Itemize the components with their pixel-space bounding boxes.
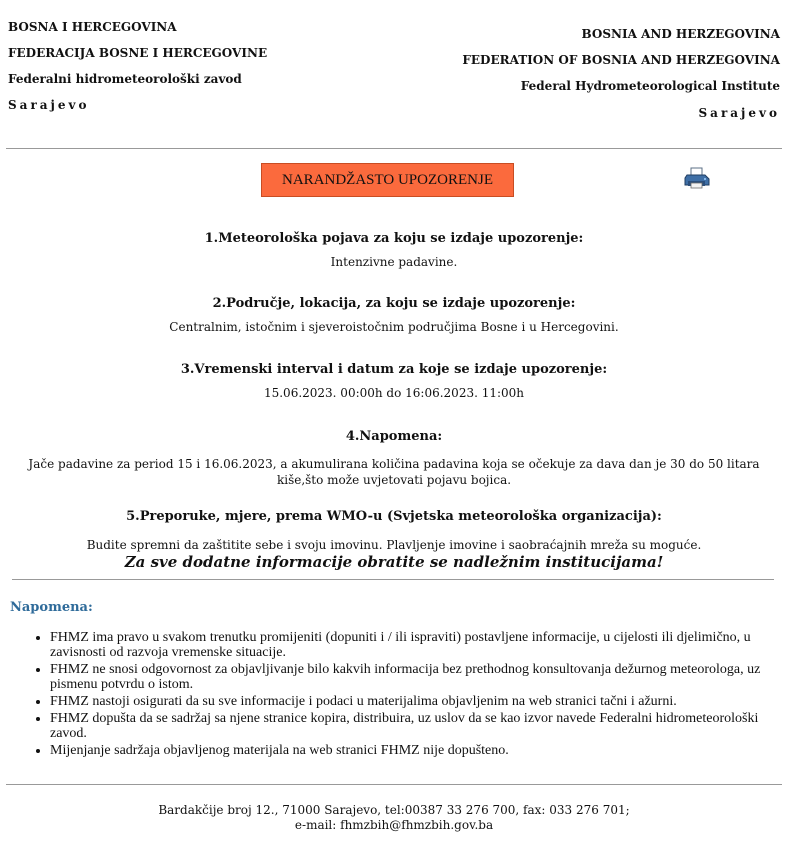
notes-item: • FHMZ nastoji osigurati da su sve informacije i podaci u materijalima objavljenim na web stranici tačni i ažurni. bbox=[50, 694, 788, 709]
section-4-title: 4.Napomena: bbox=[345, 429, 443, 444]
section-2-text: Centralnim, istočnim i sjeveroistočnim područjima Bosne i u Hercegovini. bbox=[169, 320, 619, 334]
content-divider bbox=[12, 579, 774, 580]
header-left-city: Sarajevo bbox=[8, 98, 90, 112]
section-3-text: 15.06.2023. 00:00h do 16:06.2023. 11:00h bbox=[263, 386, 525, 400]
section-2-title: 2.Područje, lokacija, za koju se izdaje upozorenje: bbox=[212, 296, 576, 311]
printer-icon[interactable] bbox=[684, 167, 710, 189]
footer-address: Bardakčije broj 12., 71000 Sarajevo, tel:00387 33 276 700, fax: 033 276 701; bbox=[158, 803, 630, 817]
header-divider bbox=[6, 148, 782, 149]
contact-institutions-note: Za sve dodatne informacije obratite se nadležnim institucijama! bbox=[124, 553, 664, 571]
section-5-text: Budite spremni da zaštitite sebe i svoju imovinu. Plavljenje imovine i saobraćajnih mreža su moguće. bbox=[86, 538, 702, 552]
warning-level-badge: NARANDŽASTO UPOZORENJE bbox=[261, 163, 514, 197]
section-1-title: 1.Meteorološka pojava za koju se izdaje upozorenje: bbox=[204, 231, 584, 246]
header-right-federation: FEDERATION OF BOSNIA AND HERZEGOVINA bbox=[462, 53, 780, 67]
notes-label: Napomena: bbox=[10, 600, 93, 615]
header-right-city: Sarajevo bbox=[698, 106, 780, 120]
section-1-text: Intenzivne padavine. bbox=[330, 255, 458, 269]
footer bbox=[0, 803, 788, 833]
notes-item: • FHMZ ima pravo u svakom trenutku promijeniti (dopuniti i / ili ispraviti) postavljene informacije, u cijelosti ili djelimično, u zavisnosti od razvoja vremenske situacije. bbox=[50, 630, 788, 660]
footer-divider bbox=[6, 784, 782, 785]
notes-item: • FHMZ dopušta da se sadržaj sa njene stranice kopira, distribuira, uz uslov da se kao izvor navede Federalni hidrometeorološki zavod. bbox=[50, 711, 788, 741]
header-left-federation: FEDERACIJA BOSNE I HERCEGOVINE bbox=[8, 46, 268, 60]
section-3-title: 3.Vremenski interval i datum za koje se izdaje upozorenje: bbox=[180, 362, 608, 377]
notes-list bbox=[26, 630, 788, 760]
header-left-country: BOSNA I HERCEGOVINA bbox=[8, 20, 177, 34]
footer-email[interactable]: e-mail: fhmzbih@fhmzbih.gov.ba bbox=[294, 818, 494, 832]
notes-item: • Mijenjanje sadržaja objavljenog materijala na web stranici FHMZ nije dopušteno. bbox=[50, 743, 788, 758]
section-5-title: 5.Preporuke, mjere, prema WMO-u (Svjetska meteorološka organizacija): bbox=[126, 509, 662, 524]
header-left-institute: Federalni hidrometeorološki zavod bbox=[8, 72, 242, 86]
header-right-country: BOSNIA AND HERZEGOVINA bbox=[581, 27, 780, 41]
section-4-text: Jače padavine za period 15 i 16.06.2023, a akumulirana količina padavina koja se očekuje za dava dan je 30 do 50 litara kiše,što može uvjetovati pojavu bojica. bbox=[28, 457, 760, 487]
notes-item: • FHMZ ne snosi odgovornost za objavljivanje bilo kakvih informacija bez prethodnog konsultovanja dežurnog meteorologa, uz pismenu potvrdu o istom. bbox=[50, 662, 788, 692]
header-right-institute: Federal Hydrometeorological Institute bbox=[520, 79, 780, 93]
